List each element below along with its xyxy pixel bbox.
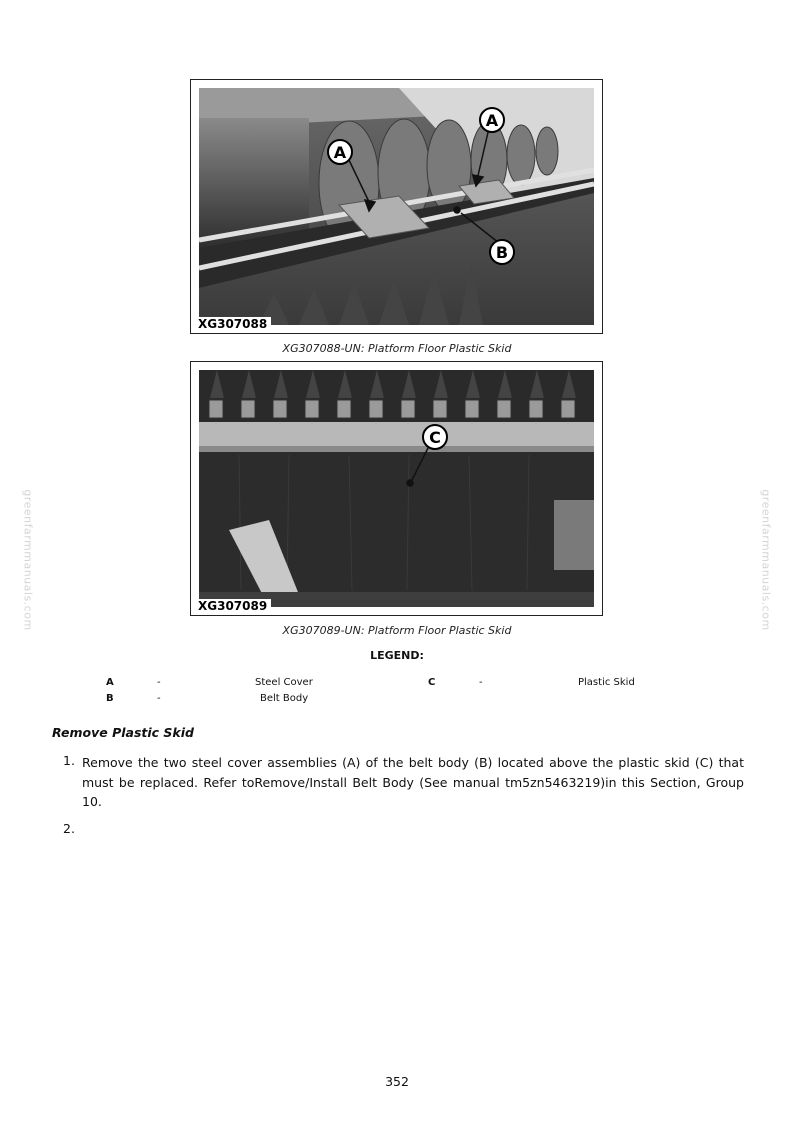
photo-plastic-skid: [199, 370, 594, 607]
legend-label: Belt Body: [260, 693, 309, 704]
section-heading: Remove Plastic Skid: [52, 725, 194, 740]
watermark-left: greenfarmmanuals.com: [21, 489, 35, 631]
figure-caption: XG307088-UN: Platform Floor Plastic Skid: [282, 342, 512, 355]
legend-label: Plastic Skid: [578, 677, 635, 688]
svg-text:B: B: [495, 243, 509, 262]
photo-platform-auger: [199, 88, 594, 325]
figure-id: XG307089: [194, 599, 271, 613]
legend-key: A: [106, 677, 114, 688]
legend-dash: -: [157, 693, 161, 704]
figure-caption: XG307089-UN: Platform Floor Plastic Skid: [282, 624, 512, 637]
watermark-right: greenfarmmanuals.com: [759, 489, 773, 631]
figure-platform-floor-top: [190, 79, 603, 334]
callout-b: [490, 240, 514, 264]
callout-c: [423, 425, 447, 449]
svg-text:A: A: [333, 143, 347, 162]
callout-a-left: [328, 140, 352, 164]
legend-dash: -: [479, 677, 483, 688]
legend-label: Steel Cover: [255, 677, 313, 688]
step-number: 1.: [63, 753, 75, 768]
figure-id: XG307088: [194, 317, 271, 331]
svg-text:A: A: [485, 111, 499, 130]
legend-key: C: [428, 677, 436, 688]
step-text: Remove the two steel cover assemblies (A) of the belt body (B) located above the plastic skid (C) that must be replaced. Refer toRemove/Install Belt Body (See manual tm5zn5463219)in this Section, Group 10.: [82, 755, 744, 809]
step-number: 2.: [63, 821, 75, 836]
legend-dash: -: [157, 677, 161, 688]
legend-title: LEGEND:: [370, 649, 424, 662]
figure-platform-floor-skid: [190, 361, 603, 616]
callout-a-right: [480, 108, 504, 132]
page-number: 352: [385, 1074, 409, 1089]
legend-key: B: [106, 693, 114, 704]
svg-text:C: C: [429, 428, 441, 447]
